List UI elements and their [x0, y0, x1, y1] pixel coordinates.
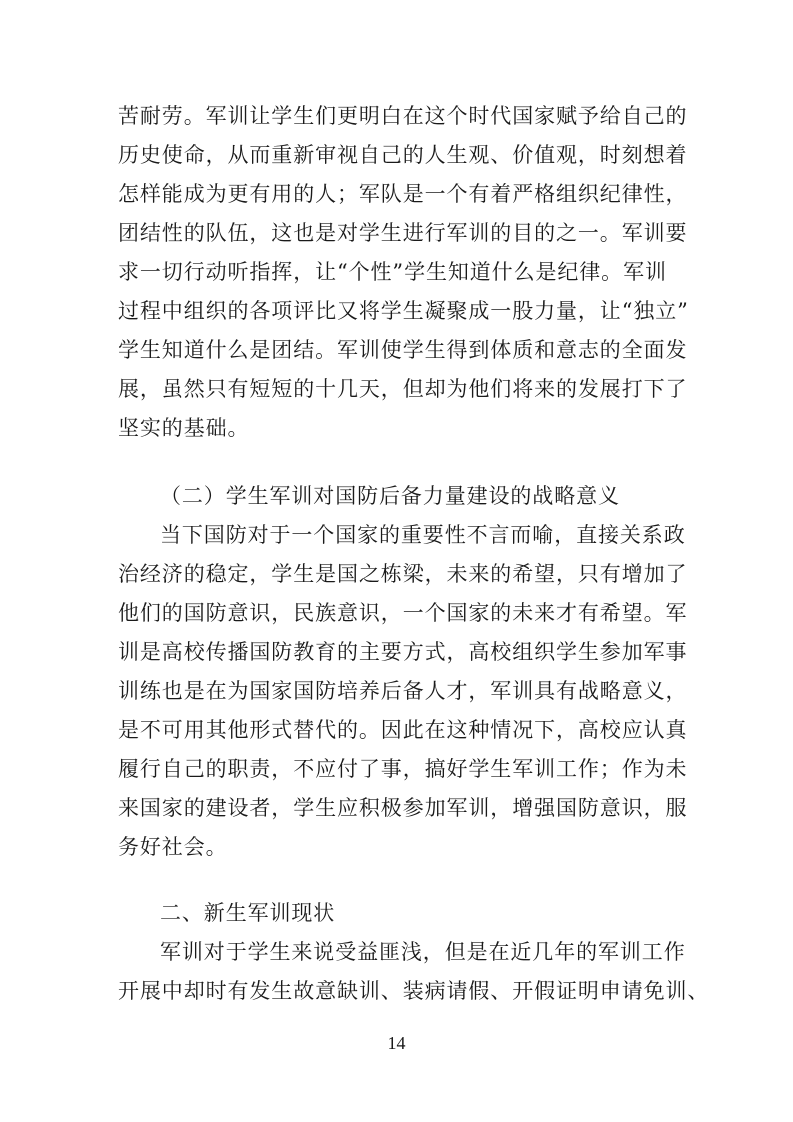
paragraph-line: 求一切行动听指挥，让“个性”学生知道什么是纪律。军训 [118, 260, 667, 284]
paragraph-line: 学生知道什么是团结。军训使学生得到体质和意志的全面发 [118, 338, 688, 362]
paragraph-line: 务好社会。 [118, 835, 228, 859]
page-number: 14 [387, 1033, 406, 1053]
paragraph-line: 训是高校传播国防教育的主要方式，高校组织学生参加军事 [118, 640, 688, 664]
paragraph-line: 坚实的基础。 [118, 416, 250, 440]
section-heading: 二、新生军训现状 [160, 901, 336, 925]
paragraph-line: 履行自己的职责，不应付了事，搞好学生军训工作；作为未 [118, 757, 688, 781]
paragraph-line: 他们的国防意识，民族意识，一个国家的未来才有希望。军 [118, 601, 688, 625]
paragraph-line: 军训对于学生来说受益匪浅，但是在近几年的军训工作 [160, 940, 686, 964]
paragraph-line: 治经济的稳定，学生是国之栋梁，未来的希望，只有增加了 [118, 562, 688, 586]
paragraph-line: 过程中组织的各项评比又将学生凝聚成一股力量，让“独立” [118, 299, 689, 323]
paragraph-line: 团结性的队伍，这也是对学生进行军训的目的之一。军训要 [118, 221, 688, 245]
paragraph-line: 是不可用其他形式替代的。因此在这种情况下，高校应认真 [118, 718, 688, 742]
section-heading: （二）学生军训对国防后备力量建设的战略意义 [160, 484, 620, 508]
paragraph-line: 历史使命，从而重新审视自己的人生观、价值观，时刻想着 [118, 143, 688, 167]
paragraph-line: 来国家的建设者，学生应积极参加军训，增强国防意识，服 [118, 796, 688, 820]
paragraph-line: 苦耐劳。军训让学生们更明白在这个时代国家赋予给自己的 [118, 104, 688, 128]
paragraph-line: 训练也是在为国家国防培养后备人才，军训具有战略意义， [118, 679, 688, 703]
paragraph-line: 开展中却时有发生故意缺训、装病请假、开假证明申请免训、 [118, 979, 710, 1003]
paragraph-line: 当下国防对于一个国家的重要性不言而喻，直接关系政 [160, 523, 686, 547]
paragraph-line: 怎样能成为更有用的人；军队是一个有着严格组织纪律性， [118, 182, 688, 206]
paragraph-line: 展，虽然只有短短的十几天，但却为他们将来的发展打下了 [118, 377, 688, 401]
